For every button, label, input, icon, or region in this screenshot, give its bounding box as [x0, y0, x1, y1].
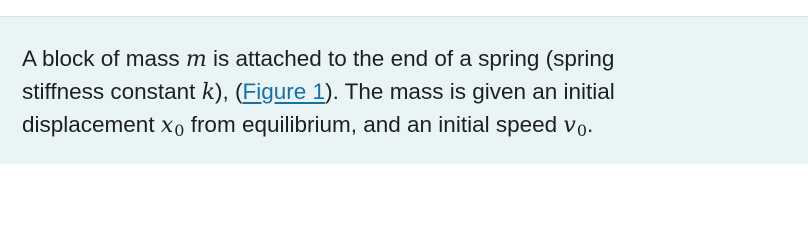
text-segment: from equilibrium, and an initial speed	[184, 112, 564, 137]
problem-statement-panel	[0, 16, 808, 164]
text-segment: stiffness constant	[22, 79, 202, 104]
text-segment: .	[587, 112, 594, 137]
spring-constant-variable: k	[201, 80, 216, 105]
text-segment: ). The mass is given an initial	[325, 79, 615, 104]
text-segment: A block of mass	[22, 46, 186, 71]
displacement-variable: x	[160, 113, 174, 138]
problem-statement-text	[22, 43, 782, 143]
figure-1-link[interactable]: Figure 1	[242, 79, 326, 104]
text-segment: is attached to the end of a spring (spring	[206, 46, 615, 71]
mass-variable: m	[185, 47, 207, 72]
speed-variable: v	[563, 113, 576, 138]
speed-subscript: 0	[576, 121, 588, 140]
displacement-subscript: 0	[174, 121, 185, 140]
text-segment: ), (	[215, 79, 243, 104]
text-segment: displacement	[22, 112, 161, 137]
